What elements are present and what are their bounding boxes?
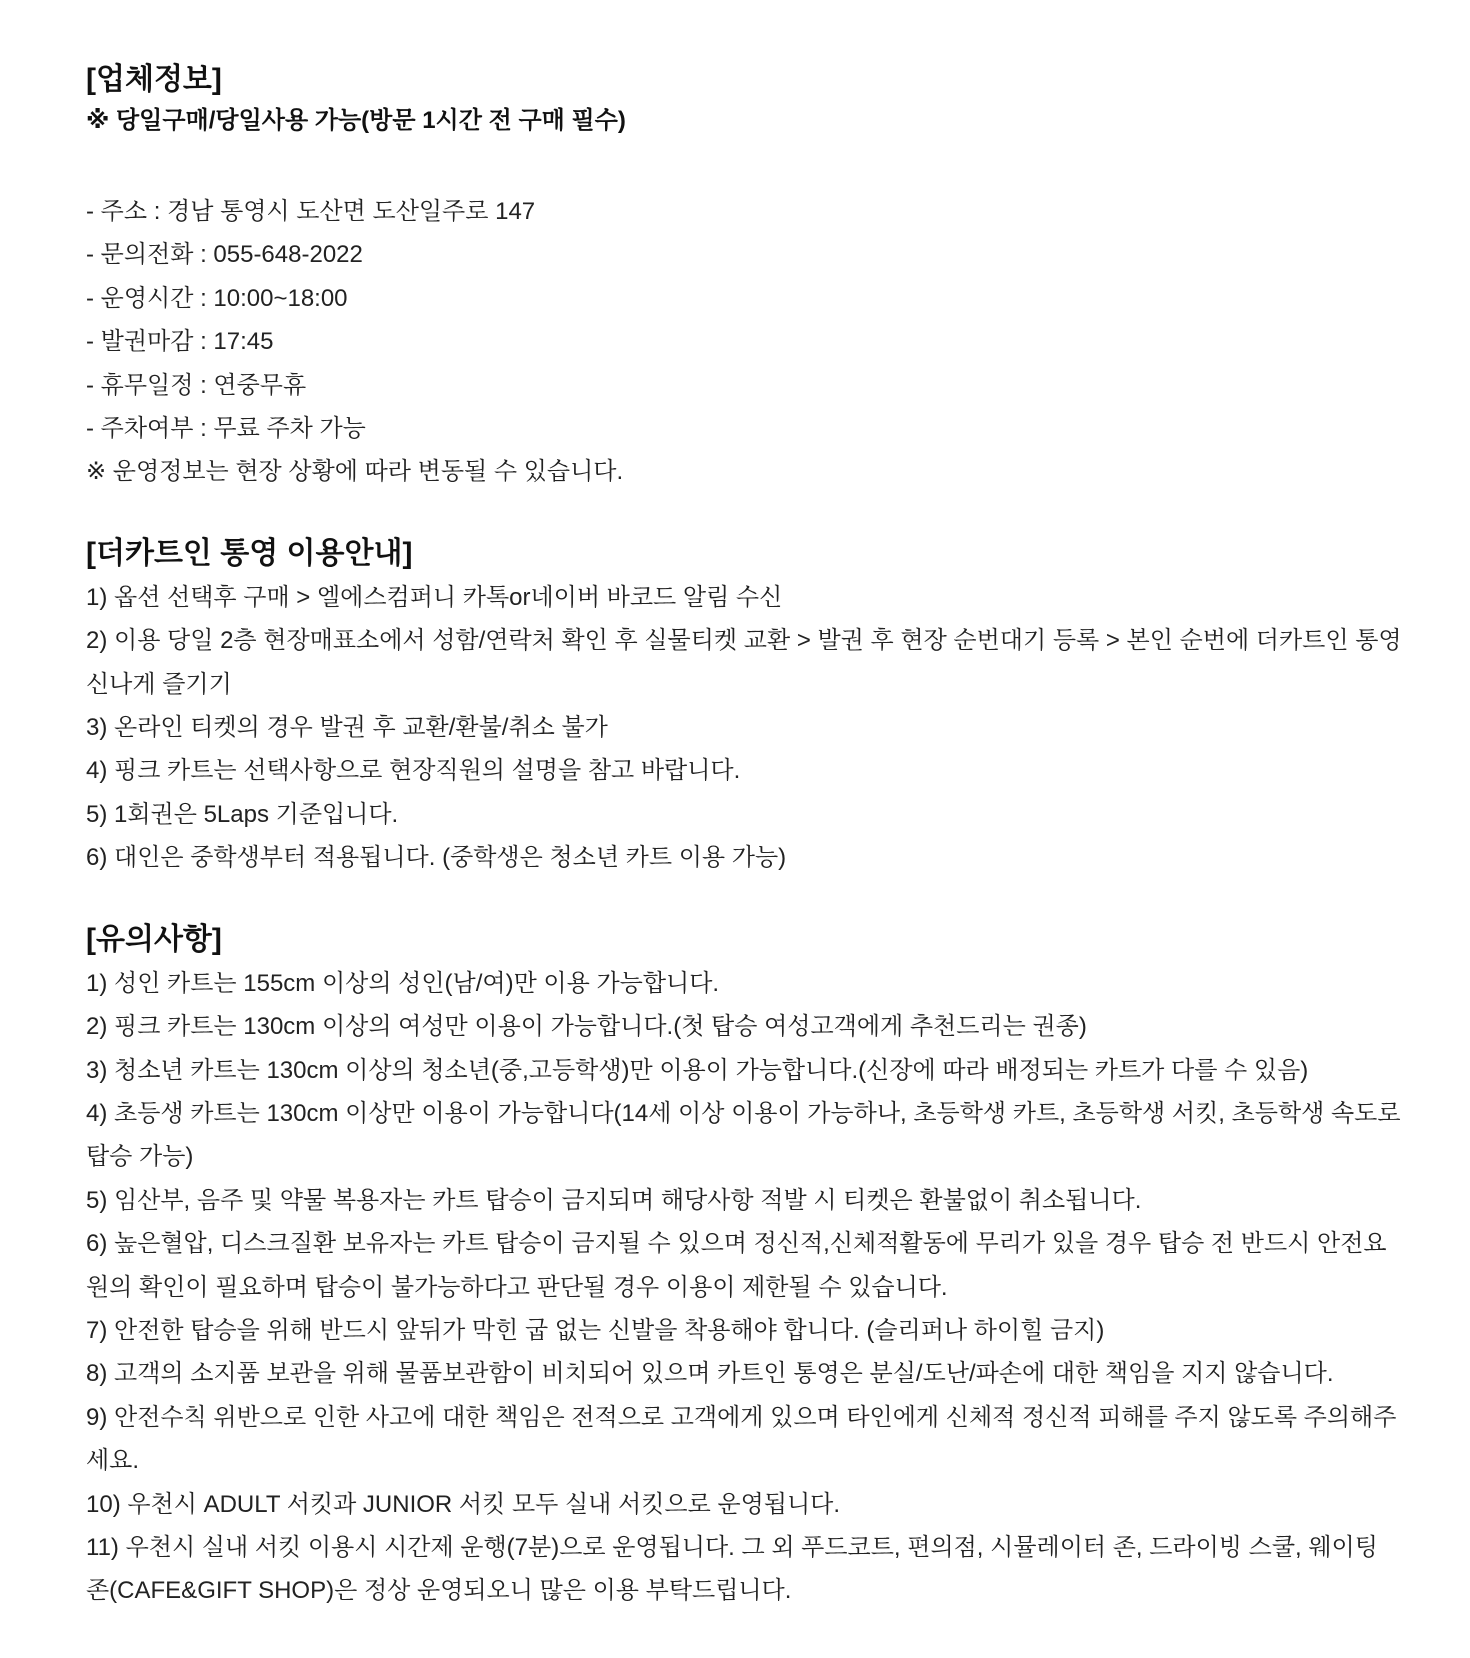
hours-line: - 운영시간 : 10:00~18:00 <box>86 284 348 312</box>
caution-item: 3) 청소년 카트는 130cm 이상의 청소년(중,고등학생)만 이용이 가능합니다.(신장에 따라 배정되는 카트가 다를 수 있음) <box>86 1056 1309 1084</box>
caution-item: 1) 성인 카트는 155cm 이상의 성인(남/여)만 이용 가능합니다. <box>86 969 720 997</box>
caution-item: 5) 임산부, 음주 및 약물 복용자는 카트 탑승이 금지되며 해당사항 적발 시 티켓은 환불없이 취소됩니다. <box>86 1186 1142 1214</box>
caution-item: 4) 초등생 카트는 130cm 이상만 이용이 가능합니다(14세 이상 이용이 가능하나, 초등학생 카트, 초등학생 서킷, 초등학생 속도로 탑승 가능) <box>86 1099 1401 1171</box>
company-info-section <box>86 58 1406 494</box>
usage-guide-section <box>86 532 1406 880</box>
caution-item: 11) 우천시 실내 서킷 이용시 시간제 운행(7분)으로 운영됩니다. 그 외 푸드코트, 편의점, 시뮬레이터 존, 드라이빙 스쿨, 웨이팅 존(CAFE&GIFT SHOP)은 정상 운영되오니 많은 이용 부탁드립니다. <box>86 1533 1378 1605</box>
caution-heading: [유의사항] <box>86 922 222 956</box>
caution-item: 9) 안전수칙 위반으로 인한 사고에 대한 책임은 전적으로 고객에게 있으며 타인에게 신체적 정신적 피해를 주지 않도록 주의해주세요. <box>86 1403 1397 1475</box>
caution-item: 7) 안전한 탑승을 위해 반드시 앞뒤가 막힌 굽 없는 신발을 착용해야 합니다. (슬리퍼나 하이힐 금지) <box>86 1316 1105 1344</box>
caution-item: 8) 고객의 소지품 보관을 위해 물품보관함이 비치되어 있으며 카트인 통영은 분실/도난/파손에 대한 책임을 지지 않습니다. <box>86 1360 1334 1388</box>
holiday-line: - 휴무일정 : 연중무휴 <box>86 371 307 399</box>
usage-guide-heading: [더카트인 통영 이용안내] <box>86 536 413 570</box>
guide-item: 1) 옵션 선택후 구매 > 엘에스컴퍼니 카톡or네이버 바코드 알림 수신 <box>86 583 783 611</box>
operation-info-note: ※ 운영정보는 현장 상황에 따라 변동될 수 있습니다. <box>86 458 624 486</box>
same-day-notice: ※ 당일구매/당일사용 가능(방문 1시간 전 구매 필수) <box>86 107 626 134</box>
document-body <box>86 58 1406 1613</box>
guide-item: 5) 1회권은 5Laps 기준입니다. <box>86 800 399 828</box>
guide-item: 3) 온라인 티켓의 경우 발권 후 교환/환불/취소 불가 <box>86 714 608 742</box>
address-line: - 주소 : 경남 통영시 도산면 도산일주로 147 <box>86 198 536 225</box>
guide-item: 4) 핑크 카트는 선택사항으로 현장직원의 설명을 참고 바랍니다. <box>86 757 741 785</box>
company-info-heading: [업체정보] <box>86 63 222 96</box>
guide-item: 6) 대인은 중학생부터 적용됩니다. (중학생은 청소년 카트 이용 가능) <box>86 844 787 872</box>
ticket-deadline-line: - 발권마감 : 17:45 <box>86 328 274 356</box>
phone-line: - 문의전화 : 055-648-2022 <box>86 241 363 269</box>
caution-item: 10) 우천시 ADULT 서킷과 JUNIOR 서킷 모두 실내 서킷으로 운영됩니다. <box>86 1490 841 1518</box>
caution-item: 2) 핑크 카트는 130cm 이상의 여성만 이용이 가능합니다.(첫 탑승 여성고객에게 추천드리는 권종) <box>86 1013 1087 1041</box>
guide-item: 2) 이용 당일 2층 현장매표소에서 성함/연락처 확인 후 실물티켓 교환 > 발권 후 현장 순번대기 등록 > 본인 순번에 더카트인 통영 신나게 즐기기 <box>86 627 1402 698</box>
parking-line: - 주차여부 : 무료 주차 가능 <box>86 415 366 443</box>
caution-item: 6) 높은혈압, 디스크질환 보유자는 카트 탑승이 금지될 수 있으며 정신적,신체적활동에 무리가 있을 경우 탑승 전 반드시 안전요원의 확인이 필요하며 탑승이 불가능하다고 판단될 경우 이용이 제한될 수 있습니다. <box>86 1230 1387 1301</box>
caution-section <box>86 918 1406 1613</box>
